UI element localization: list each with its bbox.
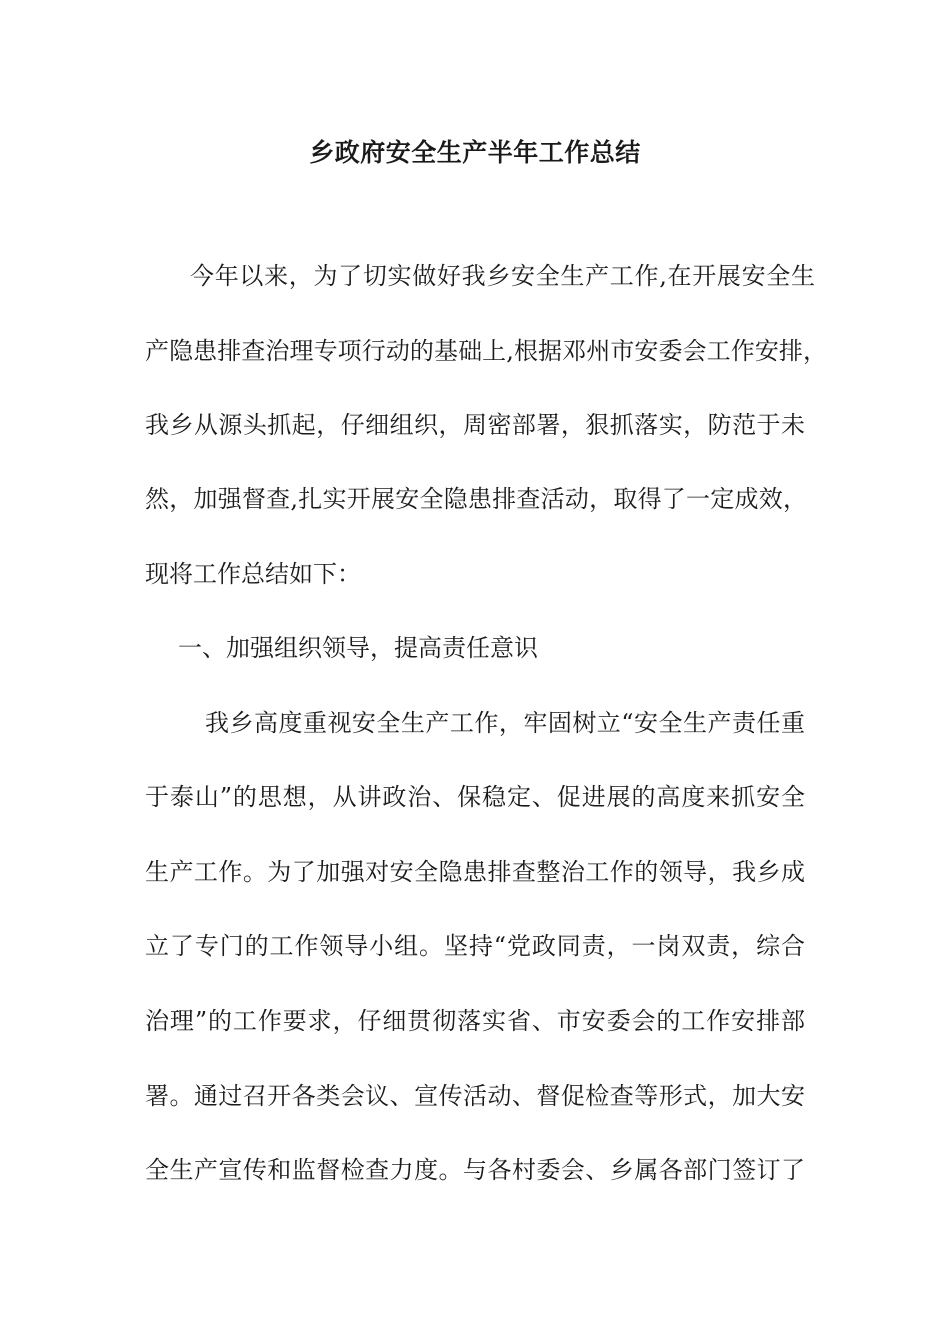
paragraph-line: 今年以来，为了切实做好我乡安全生产工作,在开展安全生 — [190, 262, 815, 290]
document-title: 乡政府安全生产半年工作总结 — [309, 138, 641, 167]
paragraph-line: 我乡高度重视安全生产工作，牢固树立“安全生产责任重 — [205, 709, 805, 737]
paragraph-line: 于泰山”的思想，从讲政治、保稳定、促进展的高度来抓安全 — [145, 783, 805, 811]
paragraph-line: 治理”的工作要求，仔细贯彻落实省、市安委会的工作安排部 — [145, 1007, 805, 1035]
paragraph-line: 产隐患排查治理专项行动的基础上,根据邓州市安委会工作安排， — [145, 337, 827, 365]
paragraph-line: 生产工作。为了加强对安全隐患排查整治工作的领导，我乡成 — [145, 858, 805, 886]
paragraph-line: 全生产宣传和监督检查力度。与各村委会、乡属各部门签订了 — [145, 1156, 805, 1184]
paragraph-line: 立了专门的工作领导小组。坚持“党政同责，一岗双责，综合 — [145, 932, 805, 960]
paragraph-line: 然，加强督查,扎实开展安全隐患排查活动，取得了一定成效， — [145, 485, 807, 513]
section-heading: 一、加强组织领导，提高责任意识 — [178, 634, 538, 662]
paragraph-line: 现将工作总结如下： — [145, 560, 361, 588]
paragraph-line: 我乡从源头抓起，仔细组织，周密部署，狠抓落实，防范于未 — [145, 411, 805, 439]
paragraph-line: 署。通过召开各类会议、宣传活动、督促检查等形式，加大安 — [145, 1082, 805, 1110]
